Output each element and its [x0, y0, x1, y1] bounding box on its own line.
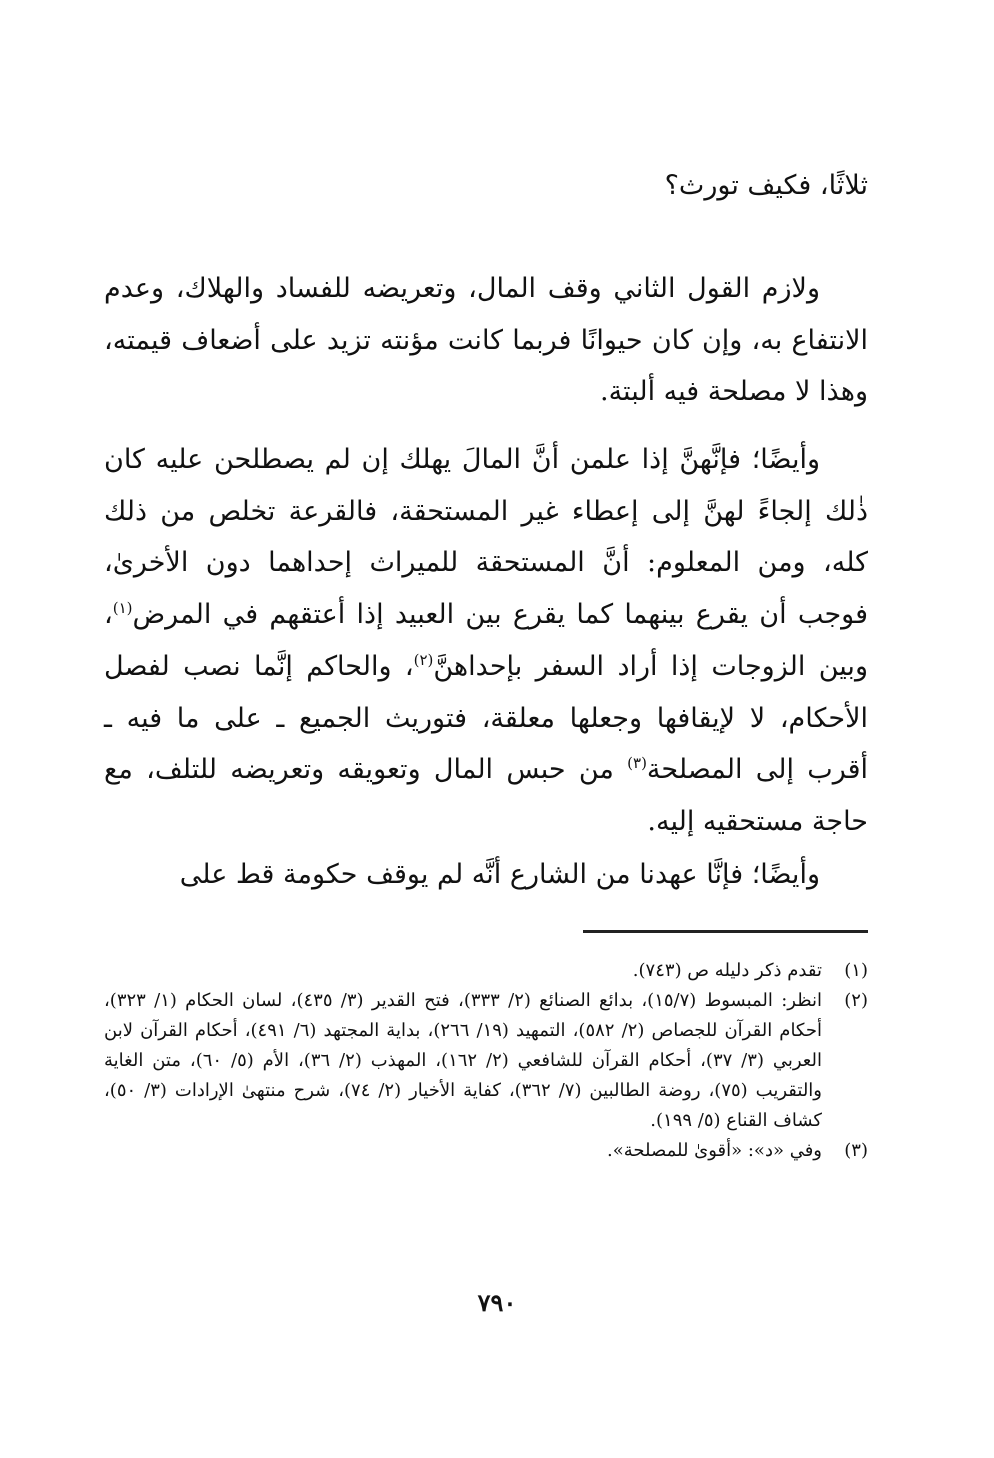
- paragraph-2-part-3: ، والحاكم إنَّما نصب لفصل الأحكام، لا لإيقافها وجعلها معلقة، فتوريث الجميع ـ على ما فيه ـ أقرب إلى المصلحة: [104, 650, 869, 786]
- footnote-number: (٣): [844, 1140, 868, 1161]
- footnote-number: (١): [844, 960, 868, 981]
- footnote-3: [104, 1136, 868, 1166]
- paragraph-2: [104, 434, 868, 848]
- footnote-text: انظر: المبسوط (١٥/٧)، بدائع الصنائع (٢/ ٣٣٣)، فتح القدير (٣/ ٤٣٥)، لسان الحكام (١/ ٣٢٣)، أحكام القرآن للجصاص (٢/ ٥٨٢)، التمهيد (١٩/ ٢٦٦)، بداية المجتهد (٦/ ٤٩١)، أحكام القرآن لابن العربي (٣/ ٣٧)، أحكام القرآن للشافعي (٢/ ١٦٢)، المهذب (٢/ ٣٦)، الأم (٥/ ٦٠)، متن الغاية والتقريب (٧٥)، روضة الطالبين (٧/ ٣٦٢)، كفاية الأخيار (٢/ ٧٤)، شرح منتهىٰ الإرادات (٣/ ٥٠)، كشاف القناع (٥/ ١٩٩).: [104, 990, 823, 1131]
- footnote-ref-2: (٢): [413, 650, 434, 669]
- footnote-separator: [583, 930, 868, 933]
- footnote-ref-1: (١): [112, 599, 133, 618]
- continued-line: ثلاثًا، فكيف تورث؟: [664, 170, 868, 201]
- footnote-1: [104, 956, 868, 986]
- footnote-2: [104, 986, 868, 1136]
- footnote-text: تقدم ذكر دليله ص (٧٤٣).: [632, 960, 822, 981]
- footnote-text: وفي «د»: «أقوىٰ للمصلحة».: [607, 1140, 822, 1161]
- paragraph-2-part-4: من حبس المال وتعويقه وتعريضه للتلف، مع حاجة مستحقيه إليه.: [104, 754, 868, 837]
- paragraph-2-part-1: وأيضًا؛ فإنَّهنَّ إذا علمن أنَّ المالَ يهلك إن لم يصطلحن عليه كان ذٰلك إلجاءً لهنَّ إلى إعطاء غير المستحقة، فالقرعة تخلص من ذلك كله، ومن المعلوم: أنَّ المستحقة للميراث إحداهما دون الأخرىٰ، فوجب أن يقرع بينهما كما يقرع بين العبيد إذا أعتقهم في المرض: [104, 444, 868, 631]
- footnotes: [104, 956, 868, 1166]
- page-number: ٧٩٠: [477, 1288, 517, 1317]
- paragraph-1: ولازم القول الثاني وقف المال، وتعريضه للفساد والهلاك، وعدم الانتفاع به، وإن كان حيوانًا فربما كانت مؤنته تزيد على أضعاف قيمته، وهذا لا مصلحة فيه ألبتة.: [104, 273, 868, 408]
- paragraph-2-part-2: ، وبين الزوجات إذا أراد السفر بإحداهنَّ: [104, 599, 868, 682]
- paragraph-3: وأيضًا؛ فإنَّا عهدنا من الشارع أنَّه لم يوقف حكومة قط على: [179, 859, 820, 890]
- footnote-number: (٢): [844, 990, 868, 1011]
- footnote-ref-3: (٣): [627, 754, 647, 773]
